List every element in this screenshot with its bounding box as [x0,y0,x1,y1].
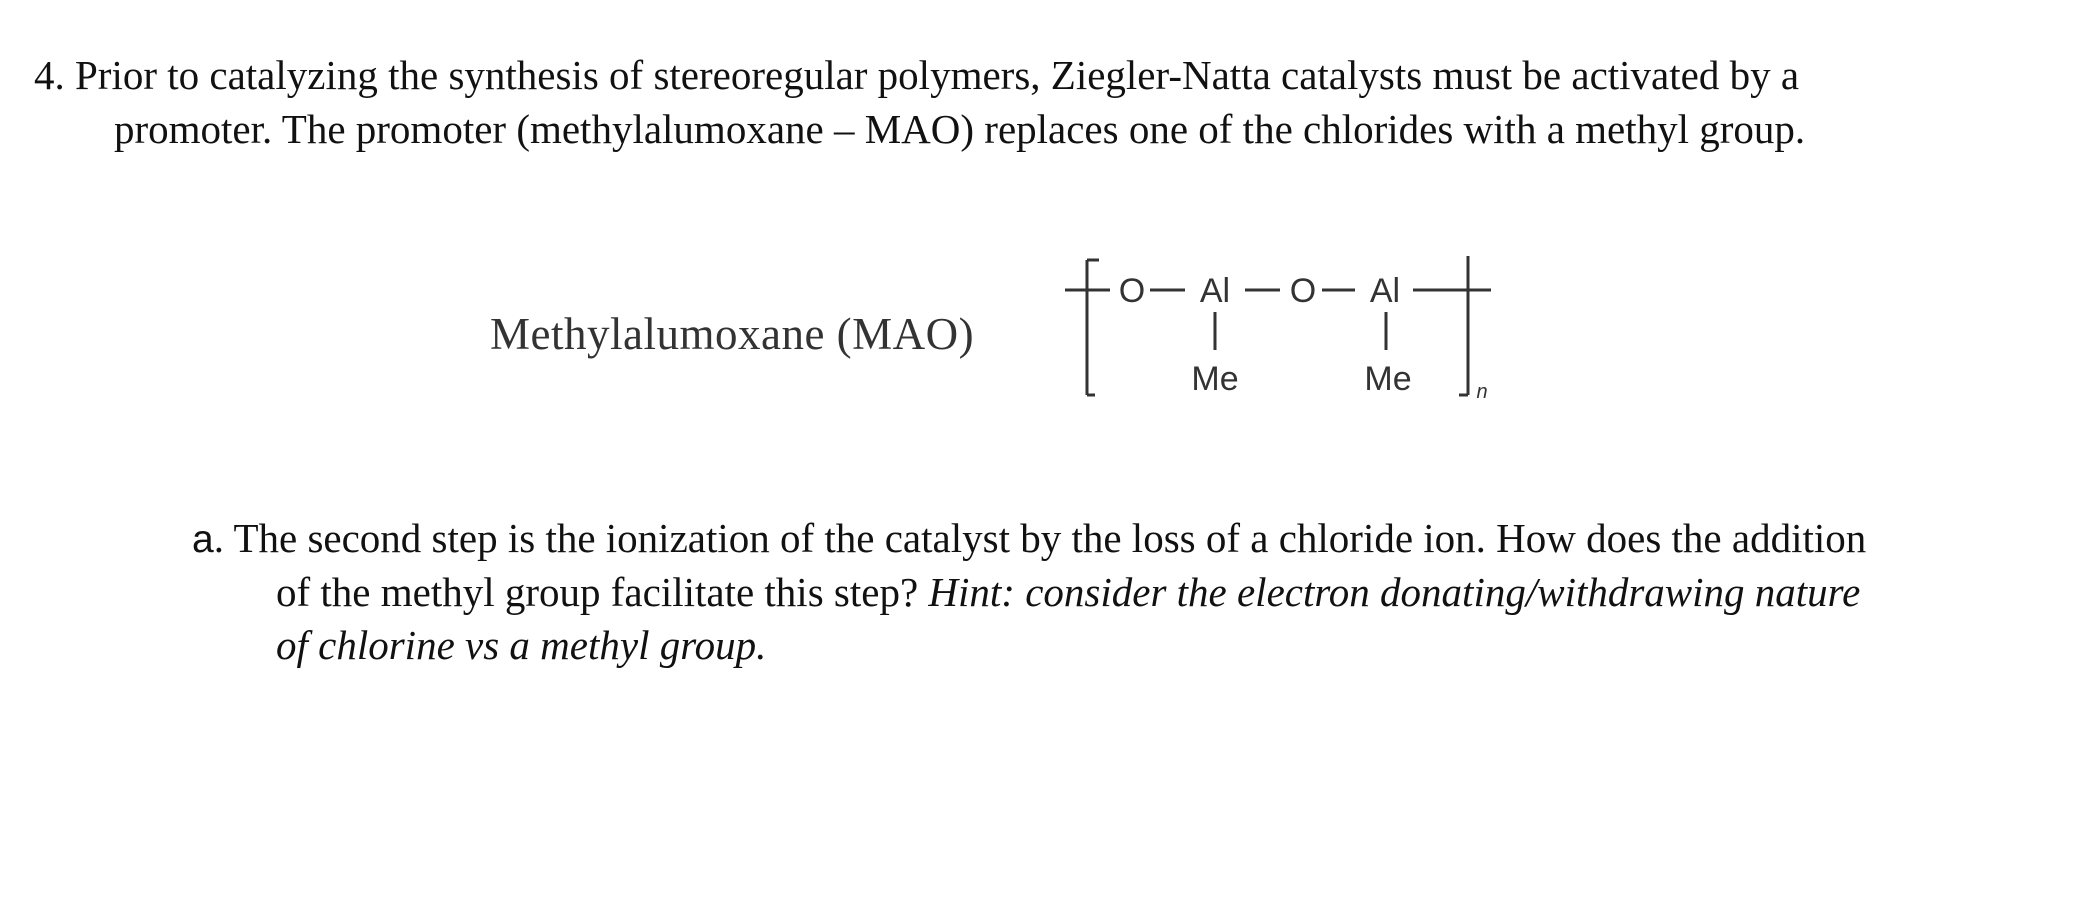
oxygen-atom-1: O [1118,272,1146,310]
mao-label: Methylalumoxane (MAO) [490,309,975,359]
aluminum-atom-2: Al [1369,272,1401,310]
question-line-1: 4. Prior to catalyzing the synthesis of stereoregular polymers, Ziegler-Natta catalysts must be activated by a [34,52,1800,98]
hint-text: Hint: consider the electron donating/withdrawing nature [928,569,1861,615]
subquestion-line-3: of chlorine vs a methyl group. [276,622,767,668]
subquestion-line-2-text: of the methyl group facilitate this step? [276,569,929,615]
methyl-group-2: Me [1364,360,1412,398]
question-text [34,48,2014,156]
left-bracket [1087,260,1099,395]
right-bracket [1459,256,1468,395]
subquestion-line-1 [192,512,2052,566]
mao-structure-diagram [1055,250,1515,410]
repeat-subscript-n: n [1476,381,1488,403]
subquestion-marker: a [192,513,214,566]
subquestion-line-2 [192,566,2052,619]
methyl-group-1: Me [1191,360,1239,398]
oxygen-atom-2: O [1289,272,1317,310]
subquestion-a [192,512,2052,672]
aluminum-atom-1: Al [1199,272,1231,310]
question-line-2: promoter. The promoter (methylalumoxane – MAO) replaces one of the chlorides with a methyl group. [114,106,1806,152]
subquestion-line-1-text: . The second step is the ionization of the catalyst by the loss of a chloride ion. How does the addition [213,515,1867,561]
